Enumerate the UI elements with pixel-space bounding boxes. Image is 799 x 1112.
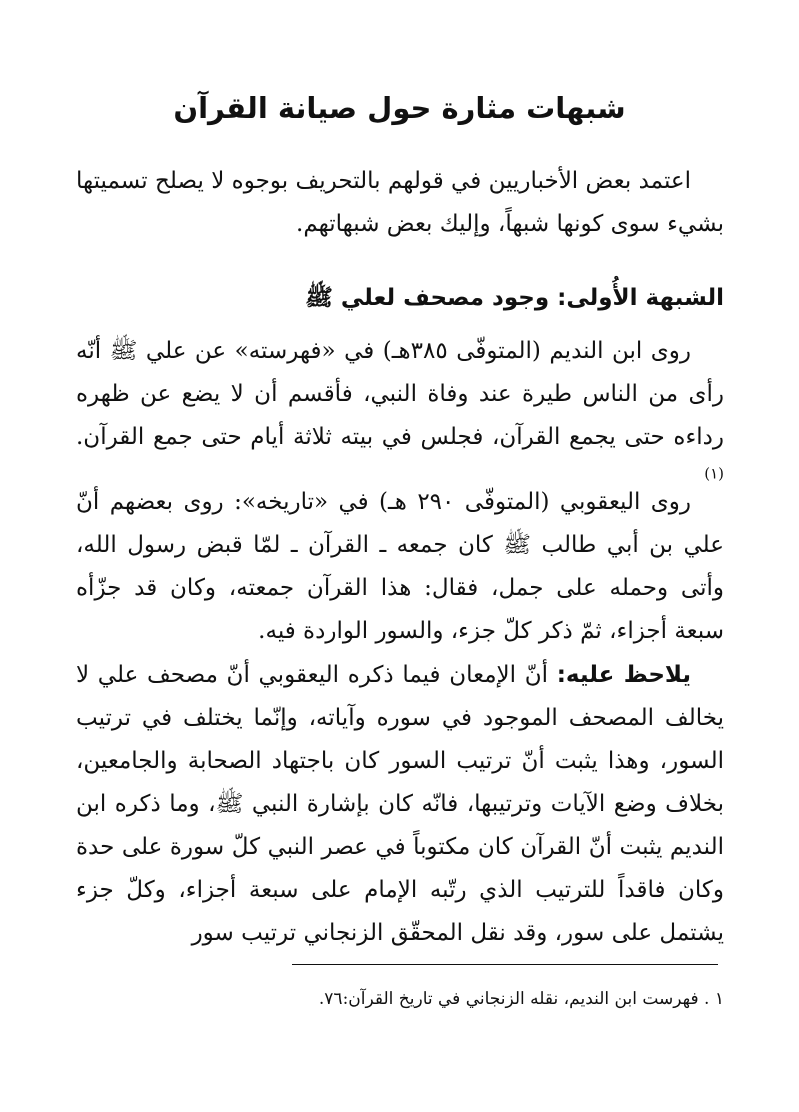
footnote-reference: (١) <box>704 464 724 483</box>
paragraph-ibn-nadim-text: روى ابن النديم (المتوفّى ٣٨٥هـ) في «فهرسته» عن علي ﷺ أنّه رأى من الناس طيرة عند وفاة النبي، فأقسم أن لا يضع عن ظهره رداءه حتى يجمع القرآن، فجلس في بيته ثلاثة أيام حتى جمع القرآن. <box>76 338 724 450</box>
section-heading: الشبهة الأُولى: وجود مصحف لعلي ﷺ <box>305 285 724 311</box>
intro-paragraph: اعتمد بعض الأخباريين في قولهم بالتحريف بوجوه لا يصلح تسميتها بشيء سوى كونها شبهاً، وإليك بعض شبهاتهم. <box>76 168 724 237</box>
page-title: شبهات مثارة حول صيانة القرآن <box>173 91 626 125</box>
footnote: ١ . فهرست ابن النديم، نقله الزنجاني في تاريخ القرآن:٧٦. <box>318 989 724 1009</box>
footnote-divider <box>292 964 718 965</box>
paragraph-ibn-nadim <box>76 330 724 502</box>
paragraph-observation <box>76 654 724 955</box>
observation-lead: يلاحظ عليه: <box>556 662 691 688</box>
paragraph-yaqubi: روى اليعقوبي (المتوفّى ٢٩٠ هـ) في «تاريخه»: روى بعضهم أنّ علي بن أبي طالب ﷺ كان جمعه ـ القرآن ـ لمّا قبض رسول الله، وأتى وحمله على جمل، فقال: هذا القرآن جمعته، وكان قد جزّأه سبعة أجزاء، ثمّ ذكر كلّ جزء، والسور الواردة فيه. <box>76 489 724 644</box>
observation-text: أنّ الإمعان فيما ذكره اليعقوبي أنّ مصحف علي لا يخالف المصحف الموجود في سوره وآياته، وإنّما يختلف في ترتيب السور، وهذا يثبت أنّ ترتيب السور كان باجتهاد الصحابة والجامعين، بخلاف وضع الآيات وترتيبها، فانّه كان بإشارة النبي ﷺ، وما ذكره ابن النديم يثبت أنّ القرآن كان مكتوباً في عصر النبي كلّ سورة على حدة وكان فاقداً للترتيب الذي رتّبه الإمام على سبعة أجزاء، وكلّ جزء يشتمل على سور، وقد نقل المحقّق الزنجاني ترتيب سور <box>76 662 724 946</box>
